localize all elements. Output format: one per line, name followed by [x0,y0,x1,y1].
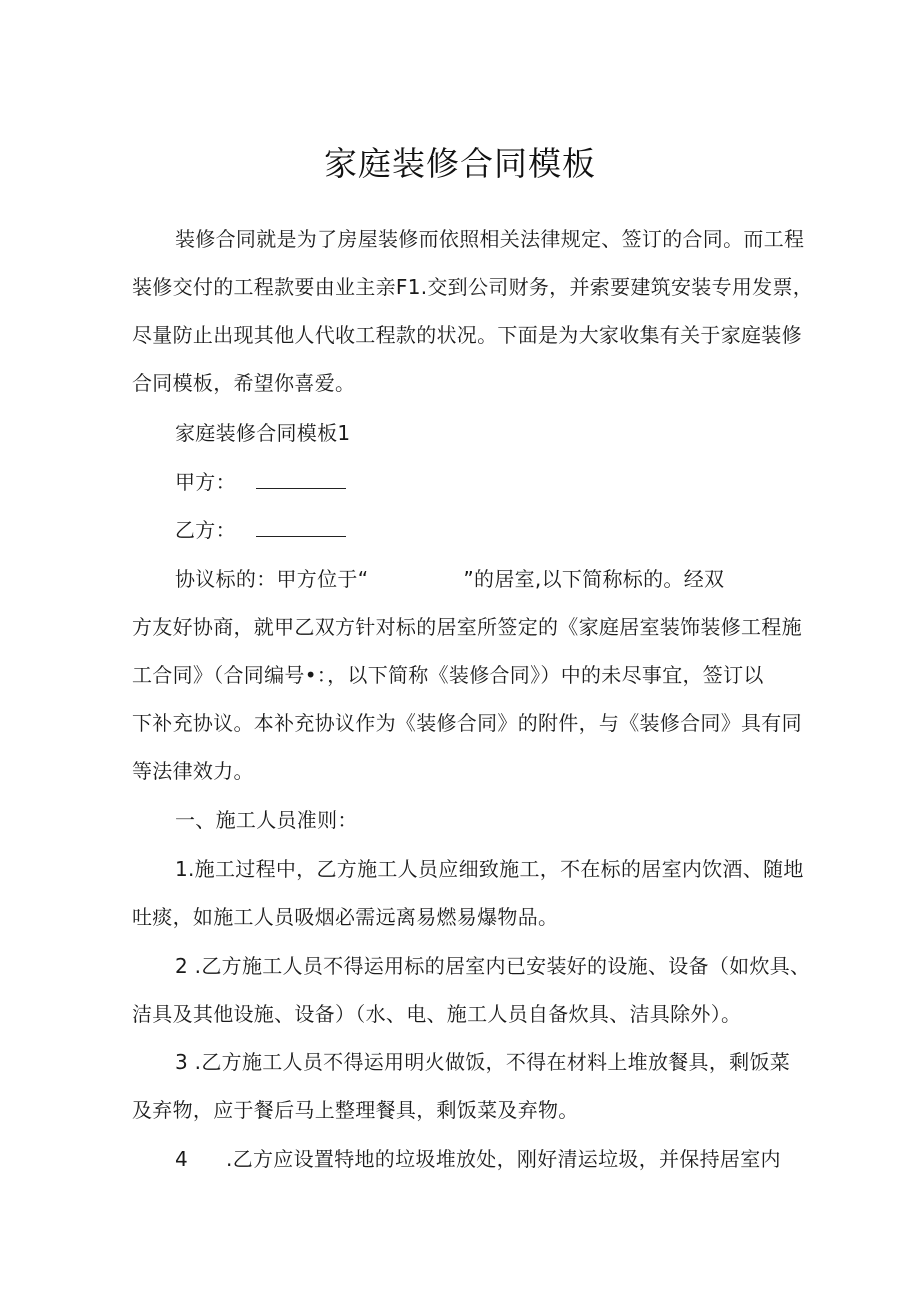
rule-line: 吐痰，如施工人员吸烟必需远离易燃易爆物品。 [132,905,559,929]
agreement-line: 下补充协议。本补充协议作为《装修合同》的附件，与《装修合同》具有同 [132,711,802,735]
rule-line: 2 .乙方施工人员不得运用标的居室内已安装好的设施、设备（如炊具、 [175,954,811,978]
rule-line: 洁具及其他设施、设备）（水、电、施工人员自备炊具、洁具除外）。 [132,1002,742,1026]
rule-line: 及弃物，应于餐后马上整理餐具，剩饭菜及弃物。 [132,1098,579,1122]
agreement-line [175,565,724,593]
agreement-line: 工合同》（合同编号•：，以下简称《装修合同》）中的未尽事宜，签订以 [132,663,764,687]
document-title: 家庭装修合同模板 [324,144,596,183]
agreement-line: 等法律效力。 [132,759,254,783]
rule-line: 3 .乙方施工人员不得运用明火做饭，不得在材料上堆放餐具，剩饭菜 [175,1050,791,1074]
party-a-blank [256,470,346,489]
party-a-line [175,468,346,496]
section-heading: 一、施工人员准则： [175,808,358,832]
intro-line: 装修交付的工程款要由业主亲F1.交到公司财务，并索要建筑安装专用发票， [132,275,814,299]
agreement-line: 方友好协商，就甲乙双方针对标的居室所签定的《家庭居室装饰装修工程施 [132,615,802,639]
party-b-label: 乙方： [175,518,236,542]
rule4-number: 4 [175,1147,189,1171]
agreement-pre: 协议标的：甲方位于“ [175,567,369,591]
rule-line: 1.施工过程中，乙方施工人员应细致施工，不在标的居室内饮酒、随地 [175,857,804,881]
rule4-text: .乙方应设置特地的垃圾堆放处，刚好清运垃圾，并保持居室内 [226,1147,781,1171]
template-subtitle: 家庭装修合同模板1 [175,421,351,445]
intro-line: 合同模板，希望你喜爱。 [132,371,356,395]
intro-line: 尽量防止出现其他人代收工程款的状况。下面是为大家收集有关于家庭装修 [132,323,802,347]
rule-line [175,1145,781,1173]
party-a-label: 甲方： [175,470,236,494]
agreement-post: ”的居室,以下简称标的。经双 [463,567,725,591]
party-b-blank [256,518,346,537]
intro-line: 装修合同就是为了房屋装修而依照相关法律规定、签订的合同。而工程 [175,227,805,251]
party-b-line [175,516,346,544]
